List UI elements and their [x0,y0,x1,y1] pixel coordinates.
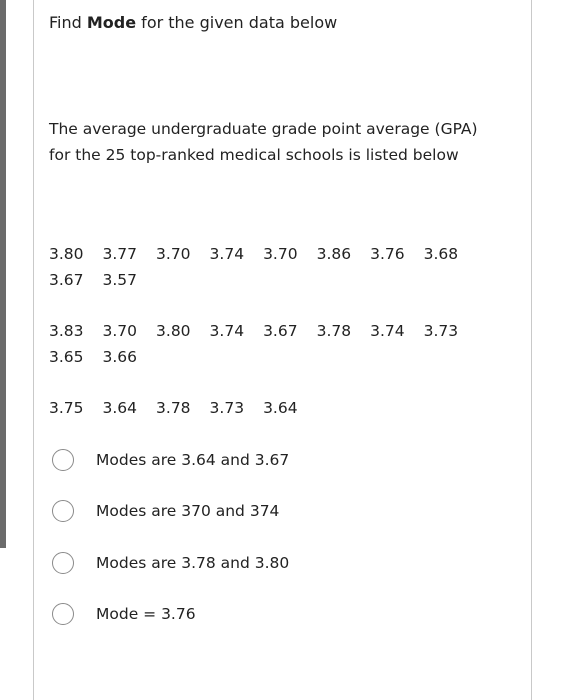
data-value: 3.66 [102,348,138,366]
data-value: 3.74 [209,322,245,340]
data-value: 3.73 [423,322,459,340]
data-value: 3.57 [102,271,138,289]
title-prefix: Find [49,13,87,32]
data-value: 3.74 [209,245,245,263]
radio-button[interactable] [52,500,74,522]
data-row [49,318,477,344]
radio-button[interactable] [52,449,74,471]
data-row [49,241,477,267]
data-value: 3.77 [102,245,138,263]
data-value: 3.64 [102,399,138,417]
data-value: 3.74 [370,322,405,340]
data-value: 3.76 [370,245,405,263]
data-value: 3.78 [316,322,352,340]
data-value: 3.80 [49,245,84,263]
answer-option[interactable] [52,600,196,628]
answer-option[interactable] [52,549,289,577]
question-description [49,116,519,168]
data-value: 3.70 [156,245,191,263]
data-value: 3.70 [102,322,138,340]
radio-button[interactable] [52,603,74,625]
option-label: Modes are 3.64 and 3.67 [96,451,290,469]
data-value: 3.68 [423,245,459,263]
data-value: 3.67 [263,322,298,340]
question-card [33,0,532,700]
data-value: 3.83 [49,322,84,340]
radio-button[interactable] [52,552,74,574]
option-label: Mode = 3.76 [96,605,196,623]
data-value: 3.73 [209,399,245,417]
data-value: 3.67 [49,271,84,289]
description-line: The average undergraduate grade point average (GPA) [49,120,478,138]
question-title [49,12,337,34]
description-line: for the 25 top-ranked medical schools is listed below [49,146,459,164]
data-row [49,267,156,293]
left-accent-bar [0,0,6,548]
answer-option[interactable] [52,497,279,525]
data-value: 3.86 [316,245,352,263]
option-label: Modes are 3.78 and 3.80 [96,554,290,572]
answer-option[interactable] [52,446,289,474]
data-value: 3.70 [263,245,298,263]
title-bold-word: Mode [86,13,137,32]
data-value: 3.80 [156,322,191,340]
data-value: 3.64 [263,399,298,417]
option-label: Modes are 370 and 374 [96,502,280,520]
title-suffix: for the given data below [136,13,338,32]
data-row [49,395,317,421]
data-row [49,344,156,370]
data-value: 3.78 [156,399,191,417]
data-value: 3.65 [49,348,84,366]
data-value: 3.75 [49,399,84,417]
